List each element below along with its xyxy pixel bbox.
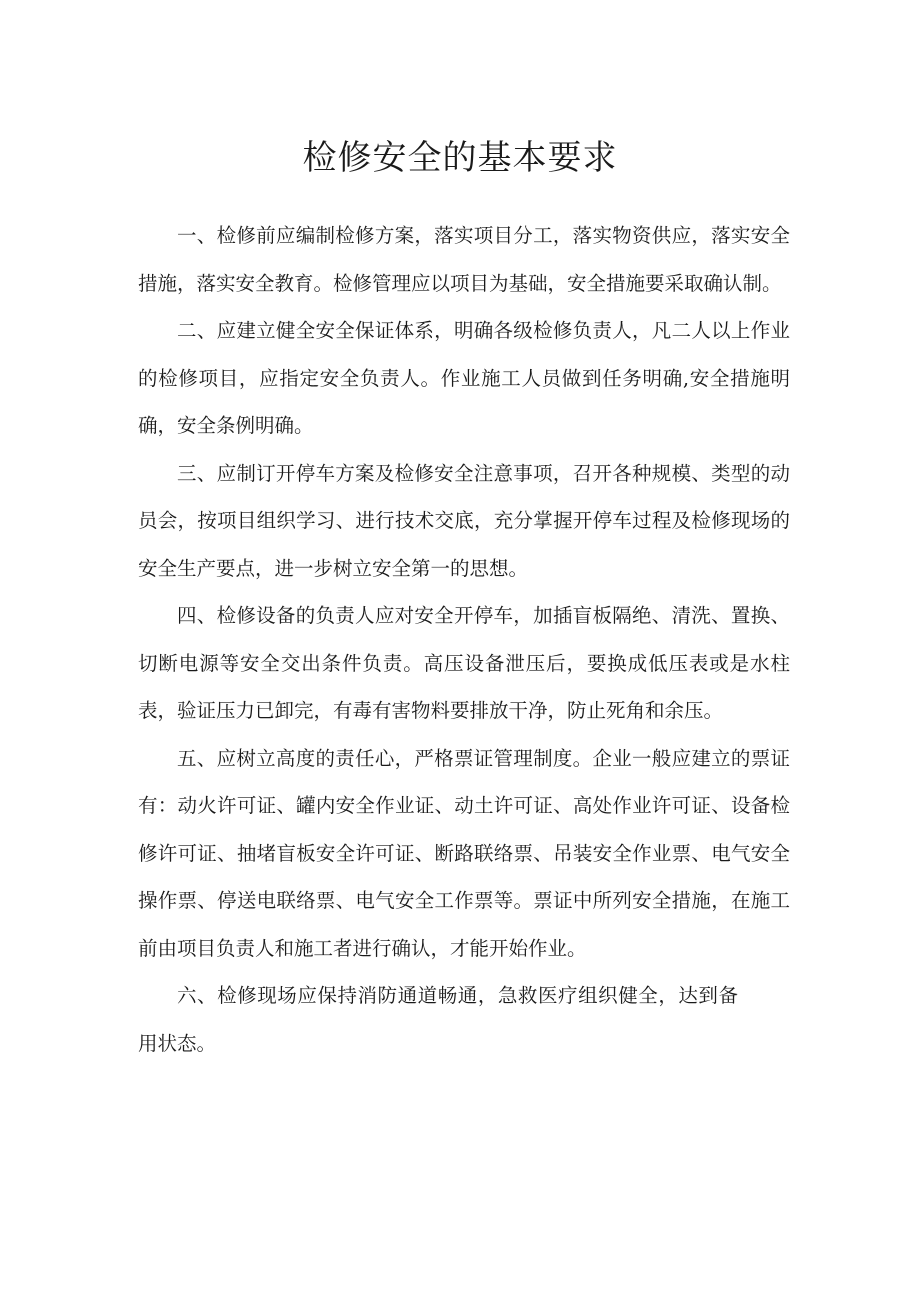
paragraph-4: 四、检修设备的负责人应对安全开停车，加插盲板隔绝、清洗、置换、切断电源等安全交出条件负责。高压设备泄压后，要换成低压表或是水柱表，验证压力已卸完，有毒有害物料要排放干净，防止死角和余压。 [138,604,790,722]
paragraph-3: 三、应制订开停车方案及检修安全注意事项，召开各种规模、类型的动员会，按项目组织学习、进行技术交底，充分掌握开停车过程及检修现场的安全生产要点，进一步树立安全第一的思想。 [138,461,790,580]
paragraph-2: 二、应建立健全安全保证体系，明确各级检修负责人，凡二人以上作业的检修项目，应指定安全负责人。作业施工人员做到任务明确,安全措施明确，安全条例明确。 [138,319,790,437]
document-title: 检修安全的基本要求 [302,138,618,178]
paragraph-5: 五、应树立高度的责任心，严格票证管理制度。企业一般应建立的票证有：动火许可证、罐内安全作业证、动土许可证、高处作业许可证、设备检修许可证、抽堵盲板安全许可证、断路联络票、吊装安全作业票、电气安全操作票、停送电联络票、电气安全工作票等。票证中所列安全措施，在施工前由项目负责人和施工者进行确认，才能开始作业。 [138,746,790,960]
paragraph-1: 一、检修前应编制检修方案，落实项目分工，落实物资供应，落实安全措施，落实安全教育。检修管理应以项目为基础，安全措施要采取确认制。 [138,224,790,295]
paragraph-6: 六、检修现场应保持消防通道畅通，急救医疗组织健全，达到备用状态。 [138,984,738,1055]
document-body [138,212,790,1067]
